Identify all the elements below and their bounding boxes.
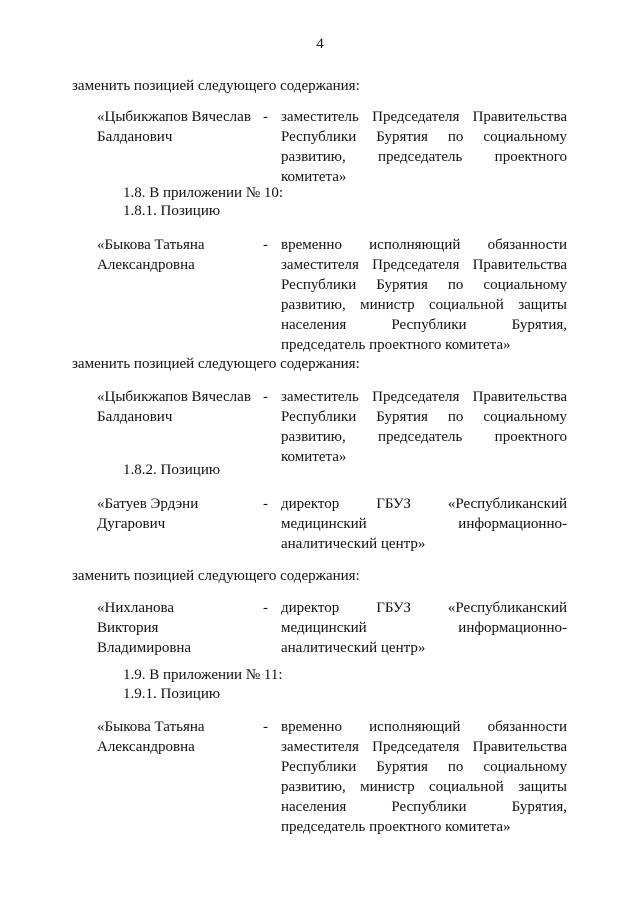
entry-dash: - [263, 600, 268, 616]
item-1-8: 1.8. В приложении № 10: [123, 185, 284, 201]
replace-text-2: заменить позицией следующего содержания: [72, 356, 360, 372]
entry-description: заместитель Председателя Правительства Республики Бурятия по социальному развитию, председатель проектного комитета» [281, 109, 567, 185]
entry-name: «Быкова Татьяна Александровна [97, 719, 205, 755]
item-1-8-2: 1.8.2. Позицию [123, 462, 221, 478]
page-number: 4 [316, 36, 324, 52]
entry-name: «Нихланова Виктория Владимировна [97, 600, 192, 656]
entry-description: директор ГБУЗ «Республиканский медицинский информационно-аналитический центр» [281, 600, 567, 656]
entry-dash: - [263, 237, 268, 253]
entry-name: «Цыбикжапов Вячеслав Балданович [97, 389, 251, 425]
replace-text-1: заменить позицией следующего содержания: [72, 78, 360, 94]
item-1-9-1: 1.9.1. Позицию [123, 686, 221, 702]
entry-dash: - [263, 496, 268, 512]
entry-name: «Батуев Эрдэни Дугарович [97, 496, 199, 532]
entry-description: директор ГБУЗ «Республиканский медицинский информационно-аналитический центр» [281, 496, 567, 552]
replace-text-3: заменить позицией следующего содержания: [72, 568, 360, 584]
entry-description: временно исполняющий обязанности заместителя Председателя Правительства Республики Бурятия по социальному развитию, министр социальной защиты населения Республики Бурятия, председатель проектного комитета» [281, 719, 567, 835]
entry-name: «Быкова Татьяна Александровна [97, 237, 205, 273]
entry-description: временно исполняющий обязанности заместителя Председателя Правительства Республики Бурятия по социальному развитию, министр социальной защиты населения Республики Бурятия, председатель проектного комитета» [281, 237, 567, 353]
item-1-9: 1.9. В приложении № 11: [123, 667, 283, 683]
entry-description: заместитель Председателя Правительства Республики Бурятия по социальному развитию, председатель проектного комитета» [281, 389, 567, 465]
entry-dash: - [263, 109, 268, 125]
entry-dash: - [263, 719, 268, 735]
entry-name: «Цыбикжапов Вячеслав Балданович [97, 109, 251, 145]
entry-dash: - [263, 389, 268, 405]
item-1-8-1: 1.8.1. Позицию [123, 203, 221, 219]
